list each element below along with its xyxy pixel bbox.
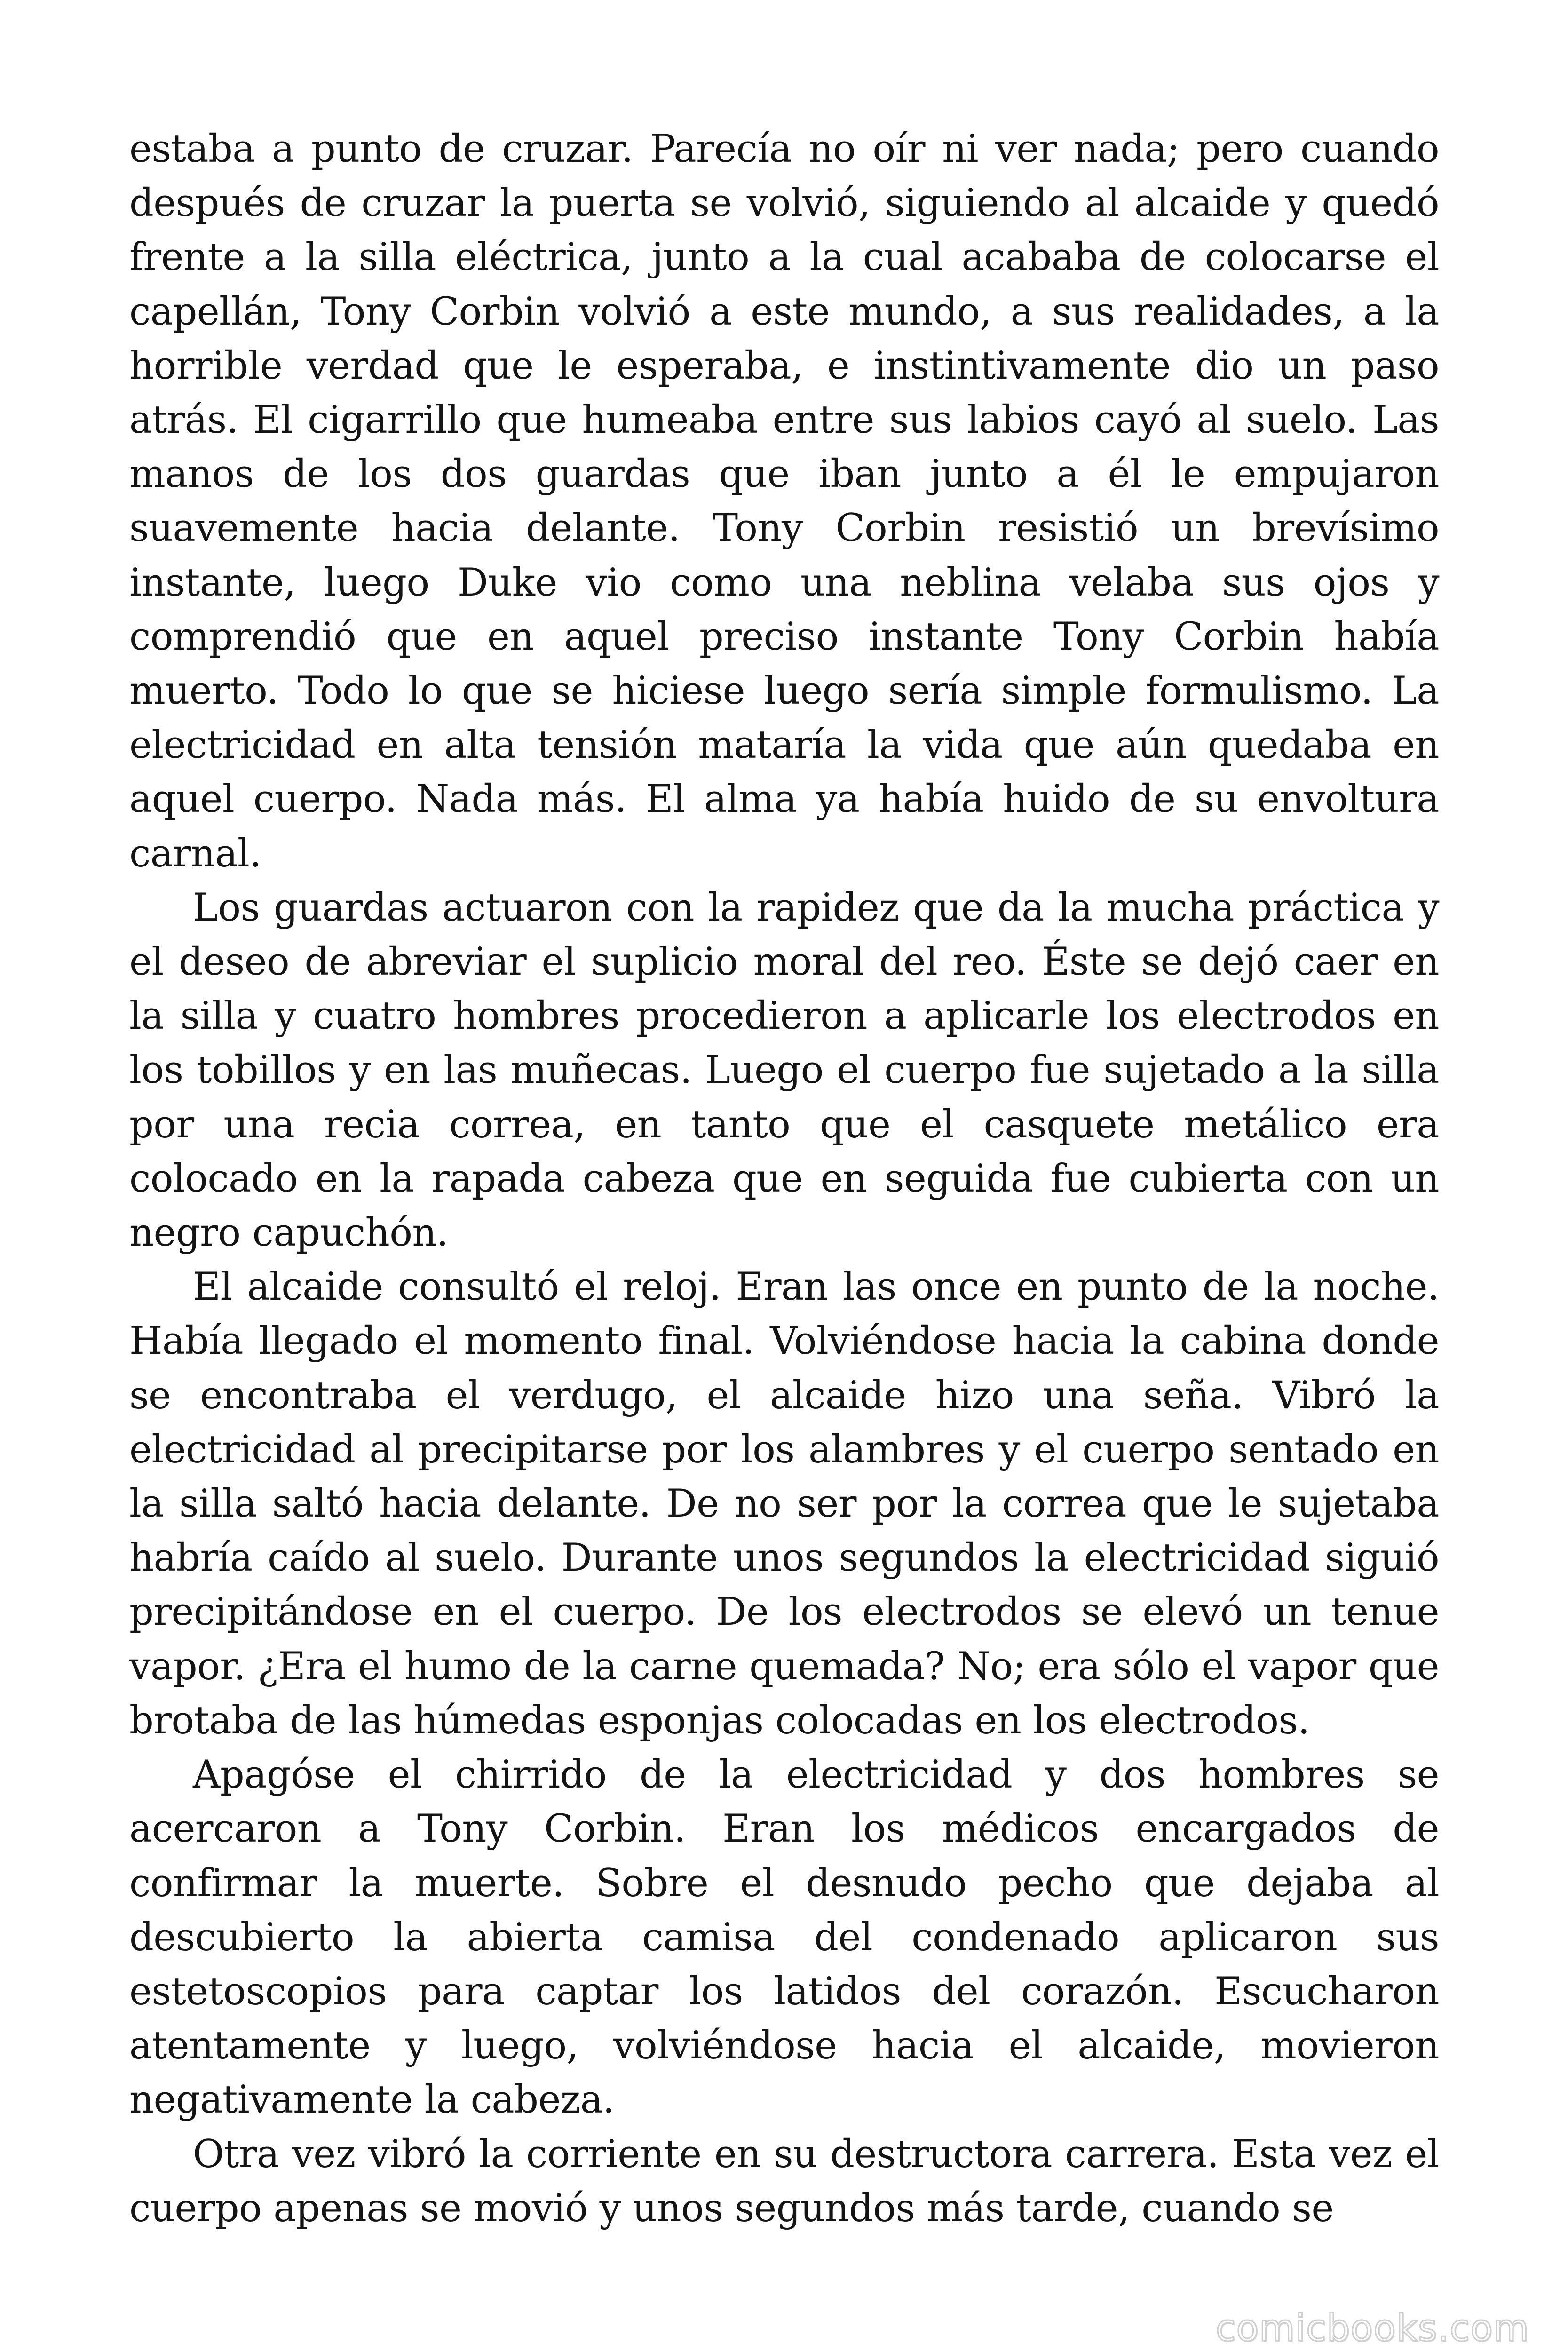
- paragraph-4: Apagóse el chirrido de la electricidad y dos hombres se acercaron a Tony Corbin. Eran los médicos encargados de confirmar la muerte. Sobre el desnudo pecho que dejaba al descubierto la abierta camisa del condenado aplicaron sus estetoscopios para captar los latidos del corazón. Escucharon atentamente y luego, volviéndose hacia el alcaide, movieron negativamente la cabeza.: [129, 1753, 1439, 2122]
- book-page-text: [129, 122, 1439, 2236]
- paragraph-2: Los guardas actuaron con la rapidez que da la mucha práctica y el deseo de abreviar el suplicio moral del reo. Éste se dejó caer en la silla y cuatro hombres procedieron a aplicarle los electrodos en los tobillos y en las muñecas. Luego el cuerpo fue sujetado a la silla por una recia correa, en tanto que el casquete metálico era colocado en la rapada cabeza que en seguida fue cubierta con un negro capuchón.: [129, 885, 1439, 1255]
- watermark-logo: comicbooks.com: [1215, 2307, 1529, 2350]
- paragraph-1: estaba a punto de cruzar. Parecía no oír ni ver nada; pero cuando después de cruzar la puerta se volvió, siguiendo al alcaide y quedó frente a la silla eléctrica, junto a la cual acababa de colocarse el capellán, Tony Corbin volvió a este mundo, a sus realidades, a la horrible verdad que le esperaba, e instintivamente dio un paso atrás. El cigarrillo que humeaba entre sus labios cayó al suelo. Las manos de los dos guardas que iban junto a él le empujaron suavemente hacia delante. Tony Corbin resistió un brevísimo instante, luego Duke vio como una neblina velaba sus ojos y comprendió que en aquel preciso instante Tony Corbin había muerto. Todo lo que se hiciese luego sería simple formulismo. La electricidad en alta tensión mataría la vida que aún quedaba en aquel cuerpo. Nada más. El alma ya había huido de su envoltura carnal.: [129, 127, 1439, 876]
- paragraph-5: Otra vez vibró la corriente en su destructora carrera. Esta vez el cuerpo apenas se movió y unos segundos más tarde, cuando se: [129, 2132, 1439, 2231]
- paragraph-3: El alcaide consultó el reloj. Eran las once en punto de la noche. Había llegado el momento final. Volviéndose hacia la cabina donde se encontraba el verdugo, el alcaide hizo una seña. Vibró la electricidad al precipitarse por los alambres y el cuerpo sentado en la silla saltó hacia delante. De no ser por la correa que le sujetaba habría caído al suelo. Durante unos segundos la electricidad siguió precipitándose en el cuerpo. De los electrodos se elevó un tenue vapor. ¿Era el humo de la carne quemada? No; era sólo el vapor que brotaba de las húmedas esponjas colocadas en los electrodos.: [129, 1265, 1439, 1743]
